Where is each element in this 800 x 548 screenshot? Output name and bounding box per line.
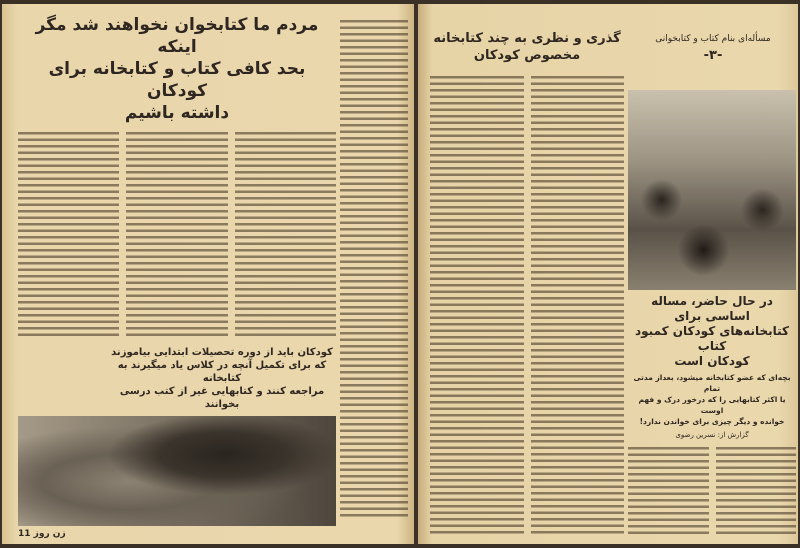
body-column: [235, 130, 336, 340]
series-number: -۳-: [703, 48, 723, 63]
body-column: [628, 445, 709, 536]
girl-reading-photo: [18, 416, 336, 526]
series-header: [638, 34, 788, 63]
series-title: مسأله‌ای بنام کتاب و کتابخوانی: [655, 34, 771, 44]
byline: گزارش از: نسرین رضوی: [675, 431, 749, 439]
headline-line: داشته باشیم: [124, 103, 230, 123]
article-title: [430, 30, 624, 64]
right-bottom-columns: [628, 445, 796, 536]
left-headline: [18, 14, 336, 124]
page-number: 11: [18, 529, 31, 539]
subheadline-line: مراجعه کنند و کتابهایی غیر از کتب درسی بخوانند: [119, 386, 325, 410]
left-page: [2, 4, 414, 544]
lead-paragraph: [628, 372, 796, 427]
right-left-area: [430, 30, 624, 534]
headline-line: در حال حاضر، مساله اساسی برای: [651, 294, 773, 323]
body-column: [531, 74, 625, 534]
left-body-columns: [18, 130, 336, 340]
lead-line: خوانده و دیگر چیزی برای خواندن ندارد!: [639, 417, 785, 426]
right-right-area: [628, 90, 796, 536]
headline-line: کودکان است: [674, 354, 750, 368]
children-library-photo: [628, 90, 796, 290]
body-column: [340, 18, 408, 518]
right-body-columns: [430, 74, 624, 534]
headline-line: بحد کافی کتاب و کتابخانه برای کودکان: [48, 59, 306, 101]
right-headline: [628, 294, 796, 369]
body-column: [430, 74, 524, 534]
lead-line: یا اکثر کتابهایی را که درخور درک و فهم اوست: [638, 395, 786, 415]
page-footer: [18, 528, 336, 540]
headline-line: مردم ما کتابخوان نخواهند شد مگر اینکه: [35, 15, 319, 57]
lead-line: بچه‌ای که عضو کتابخانه میشود، بعداز مدتی تمام: [633, 373, 791, 393]
body-column: [716, 445, 797, 536]
body-column: [126, 130, 227, 340]
magazine-logo: زن روز: [33, 529, 66, 539]
right-page: [418, 4, 798, 544]
article-title-line: گذری و نظری به چند کتابخانه: [433, 31, 621, 46]
subheadline-line: کودکان باید از دوره تحصیلات ابتدایی بیاموزند: [111, 347, 333, 358]
article-title-line: مخصوص کودکان: [473, 48, 581, 63]
left-subheadline: [108, 346, 336, 411]
subheadline-line: که برای تکمیل آنچه در کلاس یاد میگیرند به کتابخانه: [117, 360, 327, 384]
headline-line: کتابخانه‌های کودکان کمبود کتاب: [635, 324, 789, 353]
body-column: [18, 130, 119, 340]
left-main-area: [18, 14, 336, 540]
